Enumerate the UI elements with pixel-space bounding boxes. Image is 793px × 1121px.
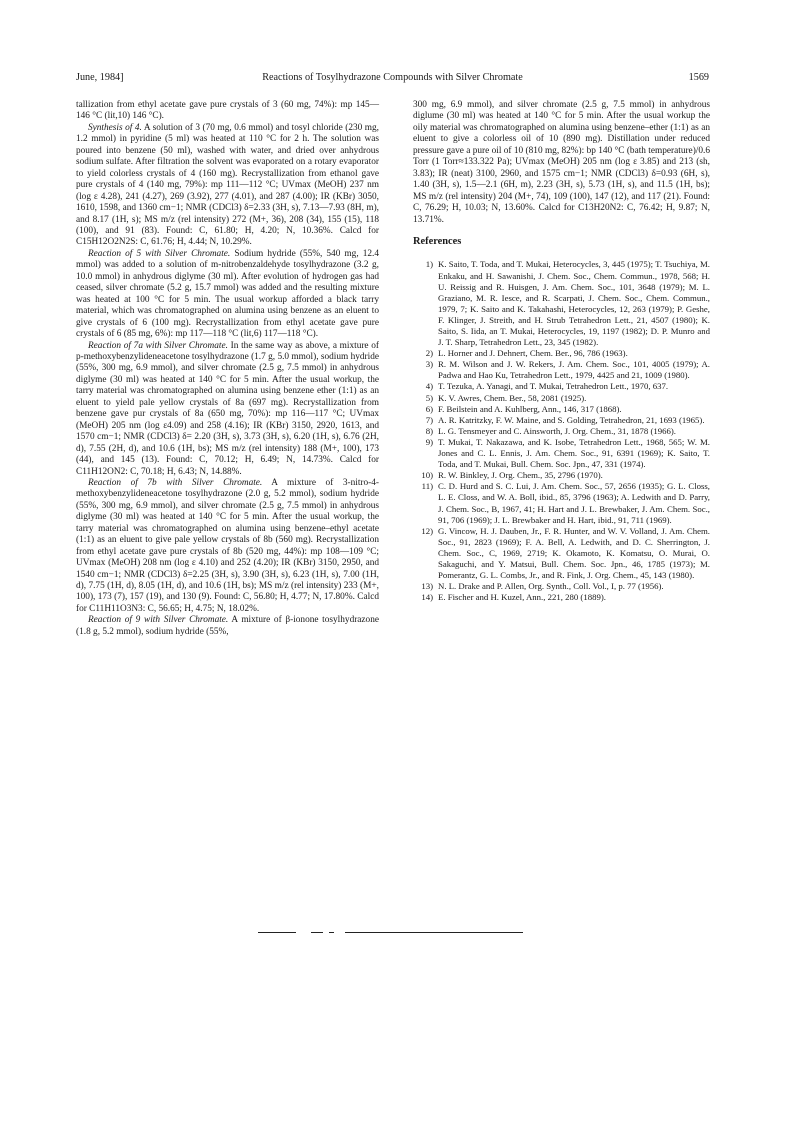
section-heading: Synthesis of 4.	[88, 122, 142, 133]
reference-number: 6)	[425, 403, 433, 414]
reference-number: 5)	[425, 392, 433, 403]
left-column	[76, 100, 379, 638]
reference-text: G. Vincow, H. J. Dauben, Jr., F. R. Hunter, and W. V. Volland, J. Am. Chem. Soc., 91, 2823 (1969); F. A. Bell, A. Ledwith, and D. C. Sherrington, J. Chem. Soc., C, 1969, 2719; K. Okamoto, K. Komatsu, O. Murai, O. Sakaguchi, and Y. Matsui, Bull. Chem. Soc. Jpn., 46, 1785 (1973); M. Pomerantz, G. L. Combs, Jr., and R. Fink, J. Org. Chem., 45, 143 (1980).	[438, 525, 710, 581]
page-number: 1569	[688, 72, 709, 83]
reference-item	[413, 259, 710, 348]
reference-item	[413, 393, 710, 404]
end-rule	[329, 932, 334, 933]
reference-text: K. V. Awres, Chem. Ber., 58, 2081 (1925).	[438, 392, 587, 403]
paragraph-text: A mixture of β-ionone tosylhydrazone (1.8 g, 5.2 mmol), sodium hydride (55%,	[76, 615, 379, 637]
paragraph-text: Sodium hydride (55%, 540 mg, 12.4 mmol) was added to a solution of m-nitrobenzaldehyde tosylhydrazone (3.2 g, 10.0 mmol) in anhydrous diglyme (30 ml). After evolution of hydrogen gas had ceased, silver chromate (5.2 g, 15.7 mmol) was added and the resulting mixture was heated at 100 °C for 5 min. The usual workup afforded a black tarry material, which was chromatographed on alumina using benzene as an eluent to give crystals of 6 (100 mg). Recrystallization from ethyl acetate gave pure crystals of 6 (85 mg, 6%): mp 117—118 °C (lit,6) 117—118 °C).	[76, 248, 379, 340]
reference-number: 3)	[425, 359, 433, 370]
reference-item	[413, 581, 710, 592]
running-header	[76, 72, 709, 86]
reference-item	[413, 381, 710, 392]
reference-text: R. W. Binkley, J. Org. Chem., 35, 2796 (1970).	[438, 470, 603, 481]
paragraph-synthesis-4	[76, 123, 379, 249]
reference-text: F. Beilstein and A. Kuhlberg, Ann., 146, 317 (1868).	[438, 403, 622, 414]
header-title: Reactions of Tosylhydrazone Compounds with Silver Chromate	[262, 72, 523, 83]
reference-item	[413, 359, 710, 381]
reference-item	[413, 404, 710, 415]
section-heading: Reaction of 7b with Silver Chromate.	[88, 477, 263, 488]
header-date: June, 1984]	[76, 72, 124, 83]
reference-text: K. Saito, T. Toda, and T. Mukai, Heterocycles, 3, 445 (1975); T. Tsuchiya, M. Enkaku, and H. Sawanishi, J. Chem. Soc., Chem. Commun., 1978, 568; H. U. Reissig and R. Huisgen, J. Am. Chem. Soc., 101, 3648 (1979); M. L. Graziano, M. R. Iesce, and R. Scarpati, J. Chem. Soc., Chem. Commun., 1979, 7; K. Saito and K. Takahashi, Heterocycles, 12, 263 (1979); P. Geshe, F. Klinger, J. Streith, and H. Strub Tetrahedron Lett., 21, 4507 (1980); K. Saito, S. Iida, an T. Mukai, Heterocycles, 19, 1197 (1982); D. P. Munro and J. T. Sharp, Tetrahedron Lett., 23, 345 (1982).	[438, 259, 710, 348]
reference-item	[413, 348, 710, 359]
reference-number: 2)	[425, 348, 433, 359]
reference-number: 4)	[425, 381, 433, 392]
reference-item	[413, 592, 710, 603]
paragraph-reaction-7b	[76, 478, 379, 615]
reference-item	[413, 426, 710, 437]
reference-text: L. G. Tensmeyer and C. Ainsworth, J. Org. Chem., 31, 1878 (1966).	[438, 425, 676, 436]
references-list	[413, 259, 710, 603]
reference-item	[413, 526, 710, 581]
reference-item	[413, 481, 710, 525]
paragraph-text: A solution of 3 (70 mg, 0.6 mmol) and tosyl chloride (230 mg, 1.2 mmol) in pyridine (5 ml) was heated at 110 °C for 2 h. The solution was poured into benzene (50 ml), washed with water, and dried over anhydrous sodium sulfate. After filtration the solvent was evaporated on a rotary evaporator to yield colorless crystals of 4 (160 mg). Recrystallization from ethanol gave pure crystals of 4 (140 mg, 79%): mp 111—112 °C; UVmax (MeOH) 237 nm (log ε 4.28), 241 (4.27), 269 (3.92), 277 (4.01), and 287 (4.00); IR (KBr) 3050, 1610, 1598, and 1360 cm−1; NMR (CDCl3) δ=2.33 (3H, s), 7.13—7.93 (8H, m), and 8.17 (1H, s); MS m/z (rel intensity) 272 (M+, 36), 208 (34), 155 (15), 118 (100), and 91 (83). Found: C, 61.80; H, 4.20; N, 10.36%. Calcd for C15H12O2N2S: C, 61.76; H, 4.44; N, 10.29%.	[76, 122, 380, 248]
paragraph-text: In the same way as above, a mixture of p-methoxybenzylideneacetone tosylhydrazone (1.7 g, 5.0 mmol), sodium hydride (55%, 300 mg, 6.9 mmol), and silver chromate (2.5 g, 7.5 mmol) in anhydrous diglyme (30 ml) was heated at 140 °C for 5 min. After the usual workup, the tarry material was chromatographed on alumina using benzene ether (1:1) as an eluent to yield pale yellow crystals of 8a (697 mg). Recrystallization from benzene gave pur crystals of 8a (650 mg, 70%): mp 116—117 °C; UVmax (MeOH) 205 nm (log ε4.09) and 258 (4.16); IR (KBr) 3150, 2920, 1613, and 1570 cm−1; NMR (CDCl3) δ= 2.20 (3H, s), 3.73 (3H, s), 6.20 (1H, s), 6.76 (2H, d), 7.55 (2H, d), and 10.6 (1H, bs); MS m/z (rel intensity) 188 (M+, 100), 173 (44), and 145 (13). Found: C, 70.12; H, 6.49; N, 14.73%. Calcd for C11H12ON2: C, 70.18; H, 6.43; N, 14.88%.	[76, 340, 380, 477]
end-rule	[258, 932, 296, 933]
reference-number: 8)	[425, 425, 433, 436]
reference-text: T. Tezuka, A. Yanagi, and T. Mukai, Tetrahedron Lett., 1970, 637.	[438, 381, 669, 392]
reference-number: 13)	[421, 581, 433, 592]
reference-item	[413, 437, 710, 470]
reference-item	[413, 470, 710, 481]
right-column	[413, 100, 710, 603]
reference-text: T. Mukai, T. Nakazawa, and K. Isobe, Tetrahedron Lett., 1968, 565; W. M. Jones and C. L. Ennis, J. Am. Chem. Soc., 91, 6391 (1969); K. Saito, T. Toda, and T. Mukai, Bull. Chem. Soc. Jpn., 47, 331 (1974).	[438, 436, 710, 470]
section-heading: Reaction of 7a with Silver Chromate.	[88, 340, 228, 351]
reference-number: 14)	[421, 592, 433, 603]
paragraph-continued	[76, 100, 379, 123]
reference-text: N. L. Drake and P. Allen, Org. Synth., Coll. Vol., I, p. 77 (1956).	[438, 581, 664, 592]
paragraph-reaction-9	[76, 615, 379, 638]
paragraph-text: A mixture of 3-nitro-4-methoxybenzylideneacetone tosylhydrazone (2.0 g, 5.2 mmol), sodium hydride (55%, 300 mg, 6.9 mmol), and silver chromate (2.5 g, 7.5 mmol) in anhydrous diglyme (30 ml) was heated at 140 °C for 5 min. After the usual workup, the tarry material was chromatographed on alumina using benzene–ethyl acetate (1:1) as an eluent to give pale yellow crystals of 8b (560 mg). Recrystallization from ethyl acetate gave pure crystals of 8b (520 mg, 44%): mp 108—109 °C; UVmax (MeOH) 208 nm (log ε 4.10) and 252 (4.20); IR (KBr) 3150, 2950, and 1540 cm−1; NMR (CDCl3) δ=2.25 (3H, s), 3.90 (3H, s), 6.23 (1H, s), 7.00 (1H, d), 7.75 (1H, d), 8.05 (1H, d), and 10.6 (1H, bs); MS m/z (rel intensity) 233 (M+, 100), 173 (7), 157 (19), and 130 (9). Found: C, 56.80; H, 4.77; N, 17.80%. Calcd for C11H11O3N3: C, 56.65; H, 4.75; N, 18.02%.	[76, 477, 379, 614]
paragraph-reaction-7a	[76, 341, 379, 478]
reference-number: 10)	[421, 470, 433, 481]
reference-text: E. Fischer and H. Kuzel, Ann., 221, 280 (1889).	[438, 592, 606, 603]
paragraph-reaction-5	[76, 249, 379, 341]
paragraph-continued	[413, 100, 710, 226]
reference-text: A. R. Katritzky, F. W. Maine, and S. Golding, Tetrahedron, 21, 1693 (1965).	[438, 414, 705, 425]
end-rule	[345, 932, 523, 933]
reference-number: 12)	[421, 525, 433, 536]
references-heading: References	[413, 235, 462, 247]
section-heading: Reaction of 5 with Silver Chromate.	[88, 248, 231, 259]
reference-item	[413, 415, 710, 426]
reference-text: L. Horner and J. Dehnert, Chem. Ber., 96, 786 (1963).	[438, 348, 628, 359]
reference-number: 7)	[425, 414, 433, 425]
reference-text: C. D. Hurd and S. C. Lui, J. Am. Chem. Soc., 57, 2656 (1935); G. L. Closs, L. E. Closs, and W. A. Boll, ibid., 85, 3796 (1963); A. Ledwith and D. Parry, J. Chem. Soc., B, 1967, 41; H. Hart and J. L. Brewbaker, J. Am. Chem. Soc., 91, 706 (1969); J. L. Brewbaker and H. Hart, ibid., 91, 711 (1969).	[438, 481, 710, 525]
end-rule	[311, 932, 323, 933]
reference-number: 1)	[425, 259, 433, 270]
reference-number: 9)	[425, 436, 433, 447]
section-heading: Reaction of 9 with Silver Chromate.	[88, 615, 229, 626]
reference-number: 11)	[421, 481, 433, 492]
paragraph-text: tallization from ethyl acetate gave pure crystals of 3 (60 mg, 74%): mp 145—146 °C (lit,10) 146 °C).	[76, 100, 379, 122]
reference-text: R. M. Wilson and J. W. Rekers, J. Am. Chem. Soc., 101, 4005 (1979); A. Padwa and Hao Ku, Tetrahedron Lett., 1979, 4425 and 21, 1009 (1980).	[438, 359, 710, 381]
paragraph-text: 300 mg, 6.9 mmol), and silver chromate (2.5 g, 7.5 mmol) in anhydrous diglume (30 ml) was heated at 140 °C for 5 min. After the usual workup the oily material was chromatographed on alumina using benzene–ether (1:1) as an eluent to give a colorless oil of 10 (890 mg). Distillation under reduced pressure gave a pure oil of 10 (810 mg, 82%): bp 140 °C (bath temperature)/0.6 Torr (1 Torr≈133.322 Pa); UVmax (MeOH) 205 nm (log ε 3.85) and 213 (sh, 3.83); IR (neat) 3100, 2960, and 1575 cm−1; NMR (CDCl3) δ=0.93 (6H, s), 1.40 (3H, s), 1.5—2.1 (6H, m), 2.23 (3H, s), 5.73 (1H, s), and 11.5 (1H, bs); MS m/z (rel intensity) 204 (M+, 74), 109 (100), 147 (12), and 117 (21). Found: C, 76.29; H, 10.03; N, 13.60%. Calcd for C13H20N2: C, 76.42; H, 9.87; N, 13.71%.	[413, 100, 710, 225]
